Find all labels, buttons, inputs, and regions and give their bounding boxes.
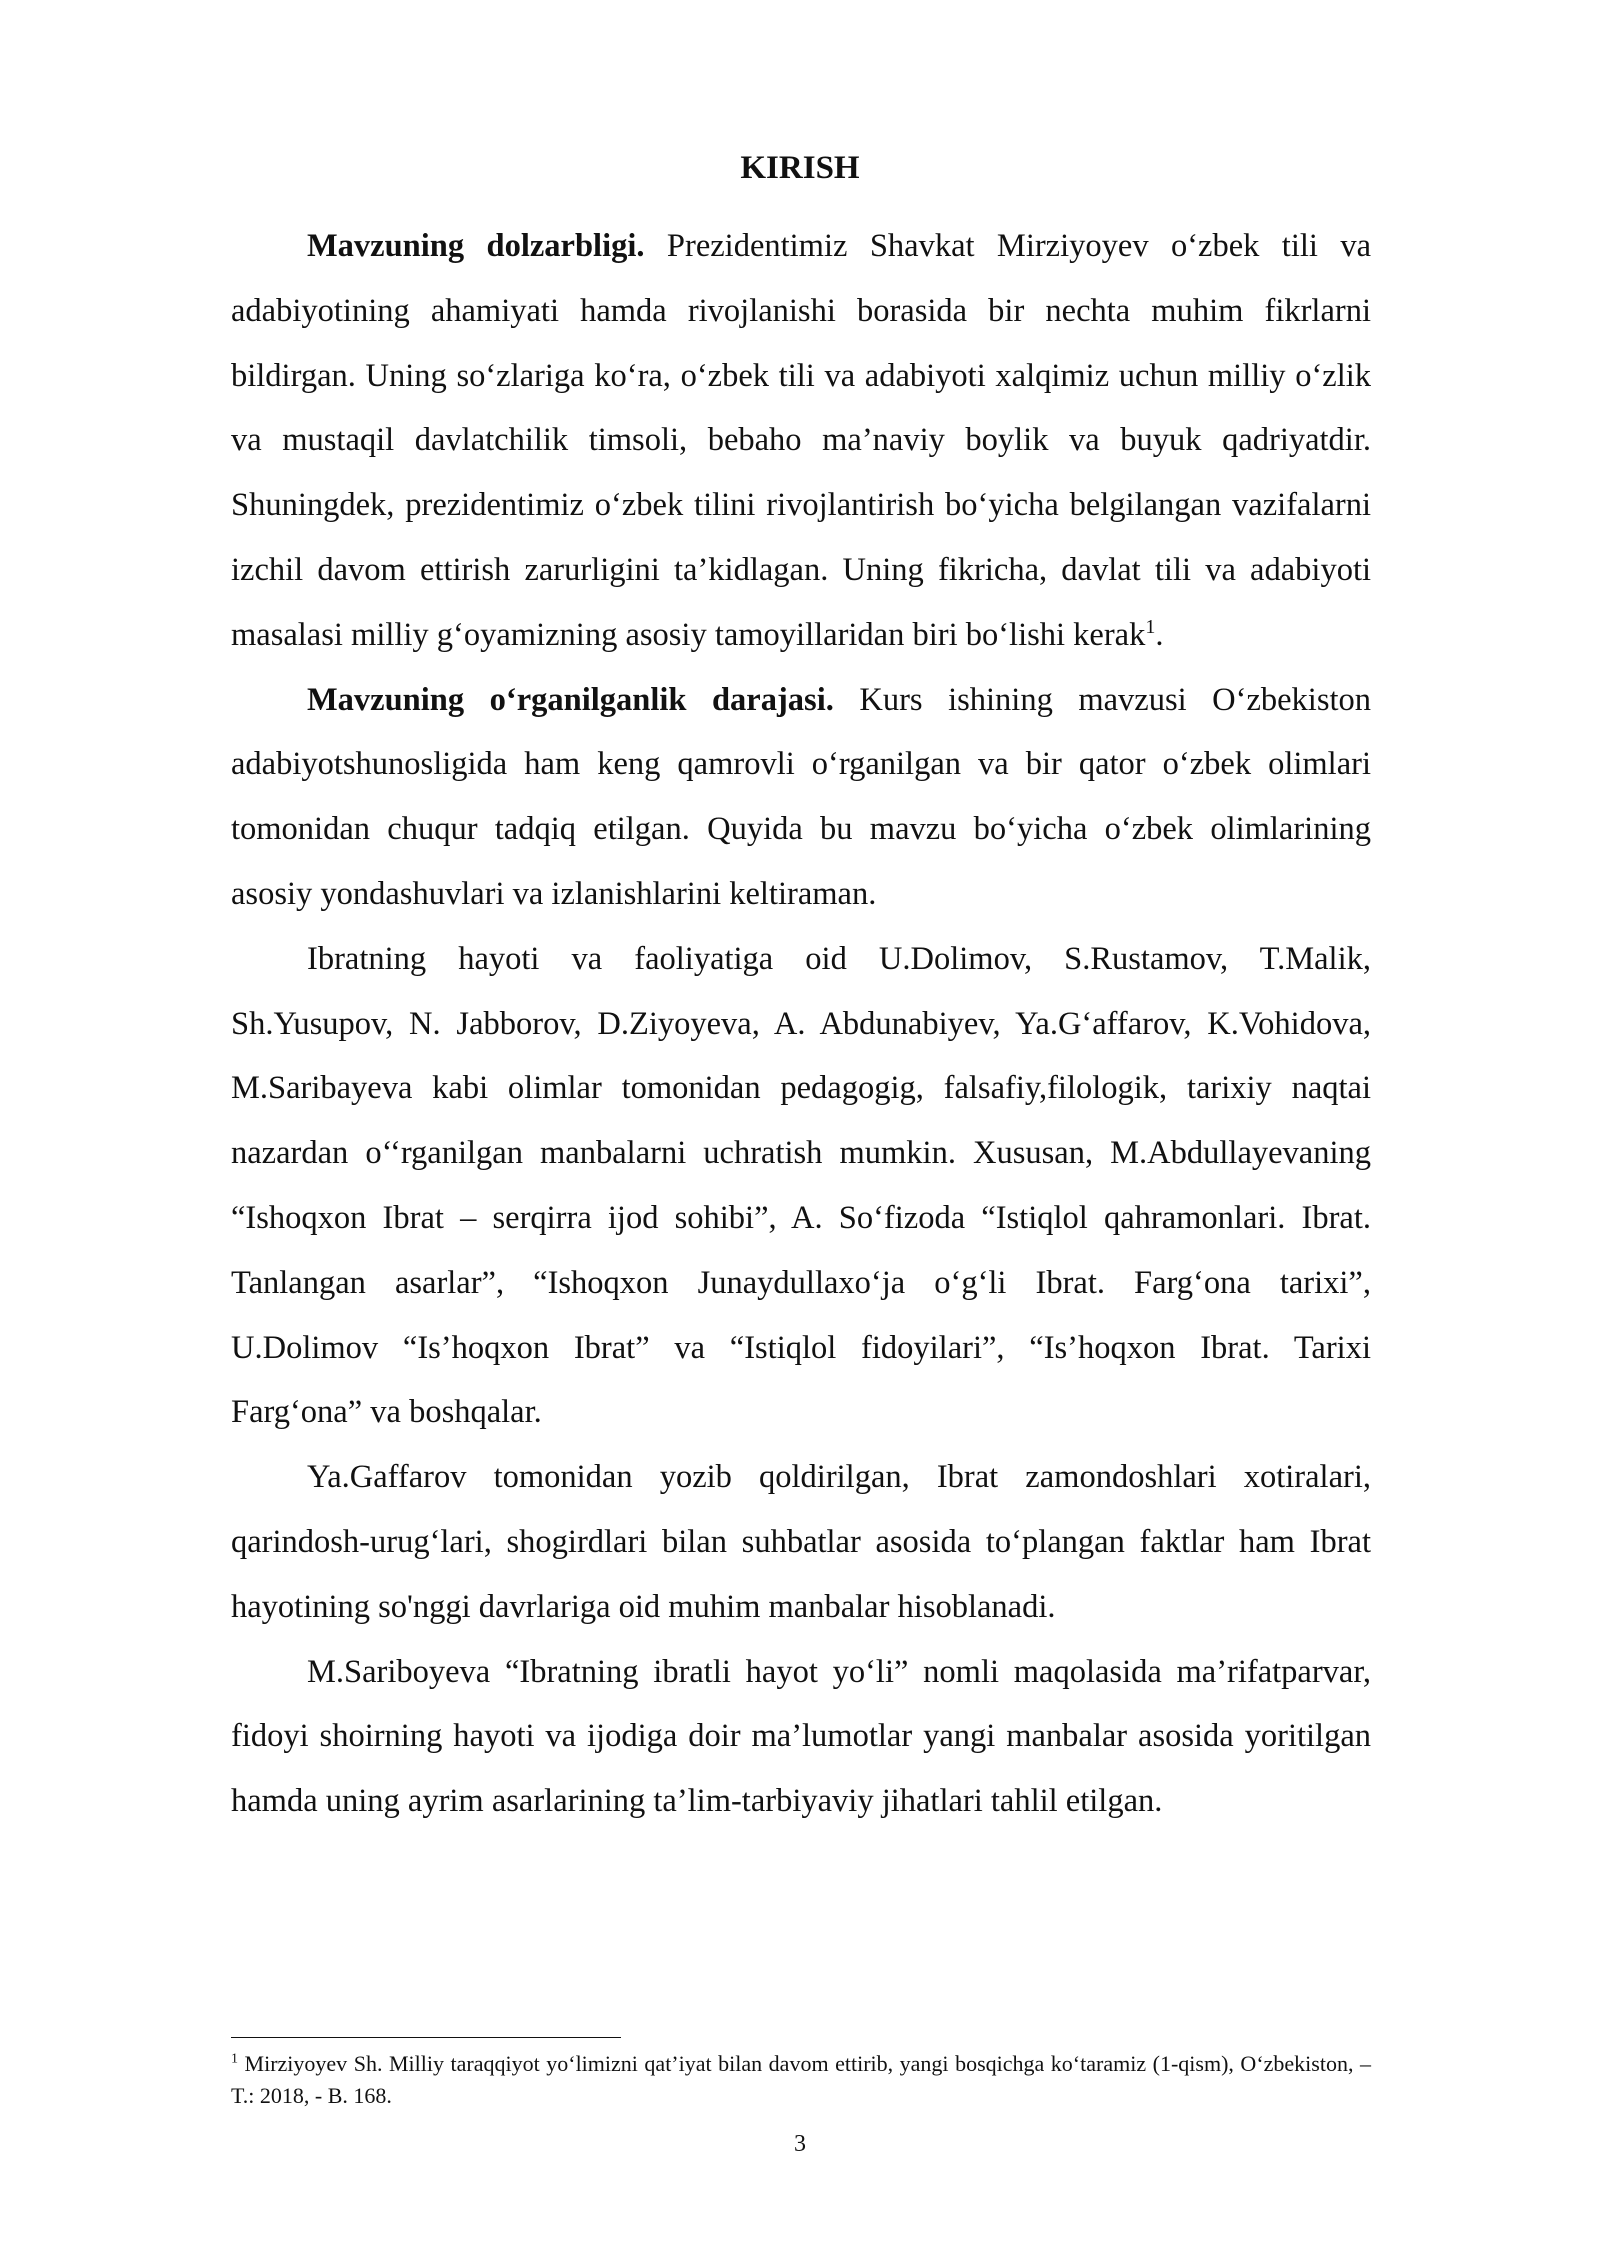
paragraph-sariboyeva <box>231 1640 1371 1834</box>
paragraph-lead: Mavzuning o‘rganilganlik darajasi. <box>307 681 834 718</box>
paragraph-gaffarov <box>231 1445 1371 1639</box>
paragraph-text: Prezidentimiz Shavkat Mirziyoyev o‘zbek tili va adabiyotining ahamiyati hamda rivojlanishi borasida bir nechta muhim fikrlarni bildirgan. Uning so‘zlariga ko‘ra, o‘zbek tili va adabiyoti xalqimiz uchun milliy o‘zlik va mustaqil davlatchilik timsoli, bebaho ma’naviy boylik va buyuk qadriyatdir. Shuningdek, prezidentimiz o‘zbek tilini rivojlantirish bo‘yicha belgilangan vazifalarni izchil davom ettirish zarurligini ta’kidlagan. Uning fikricha, davlat tili va adabiyoti masalasi milliy g‘oyamizning asosiy tamoyillaridan biri bo‘lishi kerak <box>231 228 1371 653</box>
paragraph-tail: . <box>1155 616 1164 653</box>
footnote-text: Mirziyoyev Sh. Milliy taraqqiyot yo‘limizni qat’iyat bilan davom ettirib, yangi bosqichga ko‘taramiz (1-qism), O‘zbekiston, – T.: 2018, - B. 168. <box>231 2051 1371 2108</box>
paragraph-lead: Mavzuning dolzarbligi. <box>307 228 645 264</box>
page-title: KIRISH <box>740 150 860 186</box>
paragraph-study-degree <box>231 668 1371 927</box>
paragraph-text: Kurs ishining mavzusi O‘zbekiston adabiyotshunosligida ham keng qamrovli o‘rganilgan va bir qator o‘zbek olimlari tomonidan chuqur tadqiq etilgan. Quyida bu mavzu bo‘yicha o‘zbek olimlarining asosiy yondashuvlari va izlanishlarini keltiraman. <box>231 681 1371 912</box>
footnote-number: 1 <box>231 2051 238 2067</box>
document-body <box>231 214 1371 1834</box>
paragraph-scholars <box>231 927 1371 1445</box>
page-number: 3 <box>794 2131 806 2157</box>
footnote-reference: 1 <box>1145 615 1156 638</box>
footnote <box>231 2048 1371 2112</box>
paragraph-relevance <box>231 214 1371 668</box>
paragraph-text: Ya.Gaffarov tomonidan yozib qoldirilgan, Ibrat zamondoshlari xotiralari, qarindosh-urug‘lari, shogirdlari bilan suhbatlar asosida to‘plangan faktlar ham Ibrat hayotining so'nggi davrlariga oid muhim manbalar hisoblanadi. <box>231 1459 1371 1625</box>
paragraph-text: M.Sariboyeva “Ibratning ibratli hayot yo‘li” nomli maqolasida ma’rifatparvar, fidoyi shoirning hayoti va ijodiga doir ma’lumotlar yangi manbalar asosida yoritilgan hamda uning ayrim asarlarining ta’lim-tarbiyaviy jihatlari tahlil etilgan. <box>231 1653 1371 1820</box>
footnote-separator <box>231 2037 621 2038</box>
paragraph-text: Ibratning hayoti va faoliyatiga oid U.Dolimov, S.Rustamov, T.Malik, Sh.Yusupov, N. Jabborov, D.Ziyoyeva, A. Abdunabiyev, Ya.G‘affarov, K.Vohidova, M.Saribayeva kabi olimlar tomonidan pedagogig, falsafiy,filologik, tarixiy naqtai nazardan o‘‘rganilgan manbalarni uchratish mumkin. Xususan, M.Abdullayevaning “Ishoqxon Ibrat – serqirra ijod sohibi”, A. So‘fizoda “Istiqlol qahramonlari. Ibrat. Tanlangan asarlar”, “Ishoqxon Junaydullaxo‘ja o‘g‘li Ibrat. Farg‘ona tarixi”, U.Dolimov “Is’hoqxon Ibrat” va “Istiqlol fidoyilari”, “Is’hoqxon Ibrat. Tarixi Farg‘ona” va boshqalar. <box>231 940 1371 1431</box>
